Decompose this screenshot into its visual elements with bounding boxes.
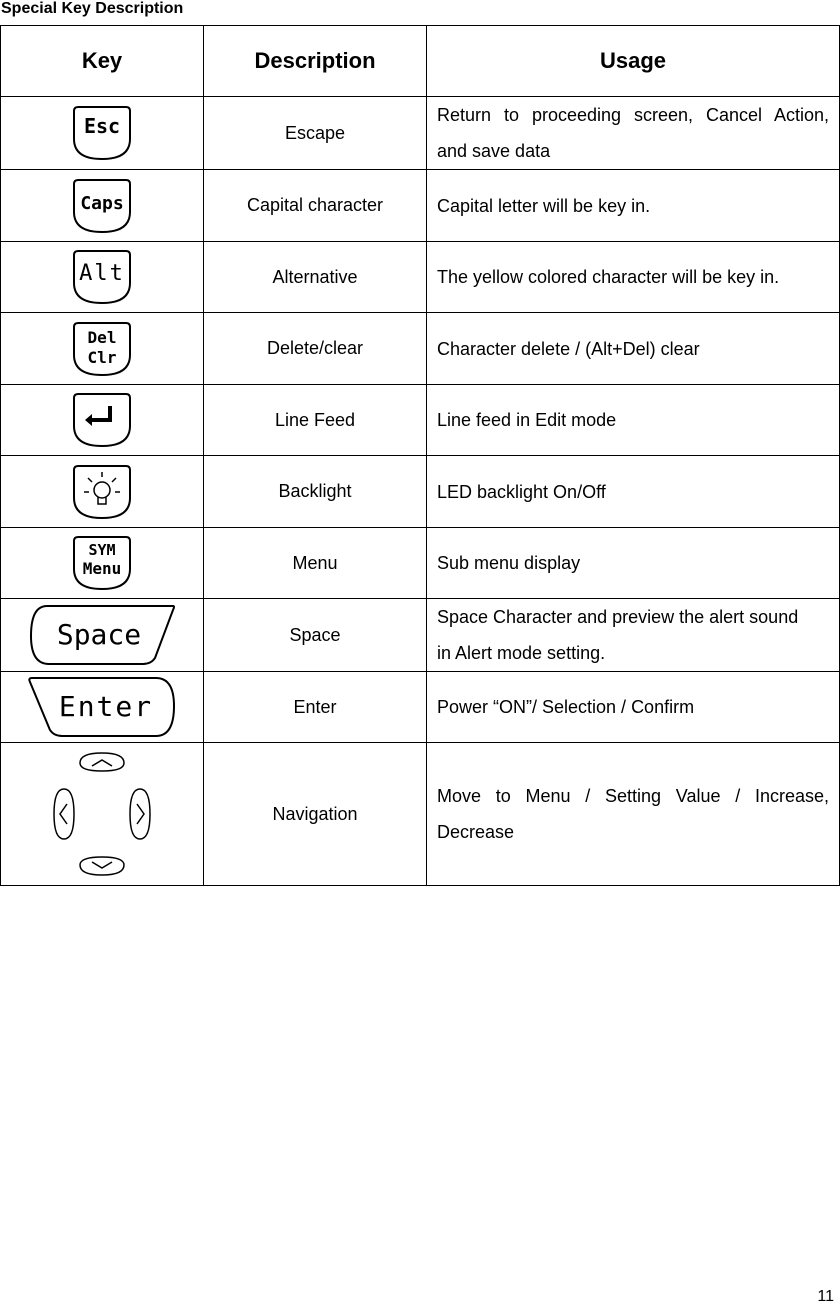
up-key-icon	[80, 753, 124, 771]
table-row	[1, 528, 840, 599]
description-cell: Enter	[204, 672, 427, 743]
sym-menu-key-icon	[70, 533, 134, 593]
table-row	[1, 743, 840, 886]
table-row	[1, 672, 840, 743]
key-cell	[1, 97, 204, 170]
table-row	[1, 170, 840, 242]
navigation-pad-icon	[50, 749, 154, 879]
special-key-table	[0, 25, 840, 886]
caps-key-label: Caps	[80, 192, 124, 214]
esc-key-label: Esc	[83, 114, 121, 138]
key-cell	[1, 672, 204, 743]
header-description: Description	[204, 26, 427, 97]
right-key-icon	[130, 789, 150, 839]
key-cell	[1, 599, 204, 672]
del-clr-key-icon	[70, 319, 134, 379]
caps-key-icon	[70, 176, 134, 236]
description-cell: Backlight	[204, 456, 427, 528]
esc-key-icon	[70, 103, 134, 163]
usage-line: Space Character and preview the alert sound	[437, 607, 799, 627]
key-cell	[1, 170, 204, 242]
header-usage: Usage	[427, 26, 840, 97]
description-cell: Delete/clear	[204, 313, 427, 385]
key-cell	[1, 456, 204, 528]
description-cell: Alternative	[204, 242, 427, 313]
alt-key-icon	[70, 247, 134, 307]
usage-cell: Power “ON”/ Selection / Confirm	[427, 672, 840, 743]
description-cell: Navigation	[204, 743, 427, 886]
space-key-label: Space	[56, 618, 142, 651]
table-row	[1, 456, 840, 528]
table-row	[1, 242, 840, 313]
lightbulb-icon	[70, 462, 134, 522]
down-key-icon	[80, 857, 124, 875]
description-cell: Space	[204, 599, 427, 672]
usage-line: Return to proceeding screen, Cancel Action,	[437, 105, 829, 125]
usage-cell	[427, 743, 840, 886]
description-cell: Menu	[204, 528, 427, 599]
key-cell	[1, 242, 204, 313]
table-row	[1, 599, 840, 672]
sym-key-label: SYM	[88, 541, 116, 559]
key-cell	[1, 528, 204, 599]
key-cell	[1, 385, 204, 456]
table-row	[1, 97, 840, 170]
description-cell: Escape	[204, 97, 427, 170]
usage-cell: Character delete / (Alt+Del) clear	[427, 313, 840, 385]
key-cell	[1, 743, 204, 886]
space-key-icon	[27, 602, 177, 668]
description-cell: Line Feed	[204, 385, 427, 456]
usage-line: in Alert mode setting.	[437, 643, 606, 663]
usage-cell: LED backlight On/Off	[427, 456, 840, 528]
usage-cell: The yellow colored character will be key in.	[427, 242, 840, 313]
enter-key-icon	[26, 674, 178, 740]
usage-cell: Line feed in Edit mode	[427, 385, 840, 456]
clr-key-label: Clr	[87, 347, 117, 367]
usage-cell: Capital letter will be key in.	[427, 170, 840, 242]
del-key-label: Del	[87, 327, 117, 347]
usage-cell	[427, 97, 840, 170]
enter-key-label: Enter	[58, 690, 154, 723]
table-header-row	[1, 26, 840, 97]
usage-line: and save data	[437, 141, 551, 161]
usage-cell	[427, 599, 840, 672]
usage-line: Decrease	[437, 822, 515, 842]
menu-key-label: Menu	[82, 559, 122, 578]
table-row	[1, 313, 840, 385]
table-row	[1, 385, 840, 456]
usage-line: Move to Menu / Setting Value / Increase,	[437, 786, 829, 806]
usage-cell: Sub menu display	[427, 528, 840, 599]
left-key-icon	[54, 789, 74, 839]
key-cell	[1, 313, 204, 385]
description-cell: Capital character	[204, 170, 427, 242]
header-key: Key	[1, 26, 204, 97]
enter-arrow-icon	[70, 390, 134, 450]
page-title: Special Key Description	[1, 0, 184, 17]
alt-key-label: Alt	[79, 261, 125, 286]
page-number: 11	[817, 1288, 834, 1305]
